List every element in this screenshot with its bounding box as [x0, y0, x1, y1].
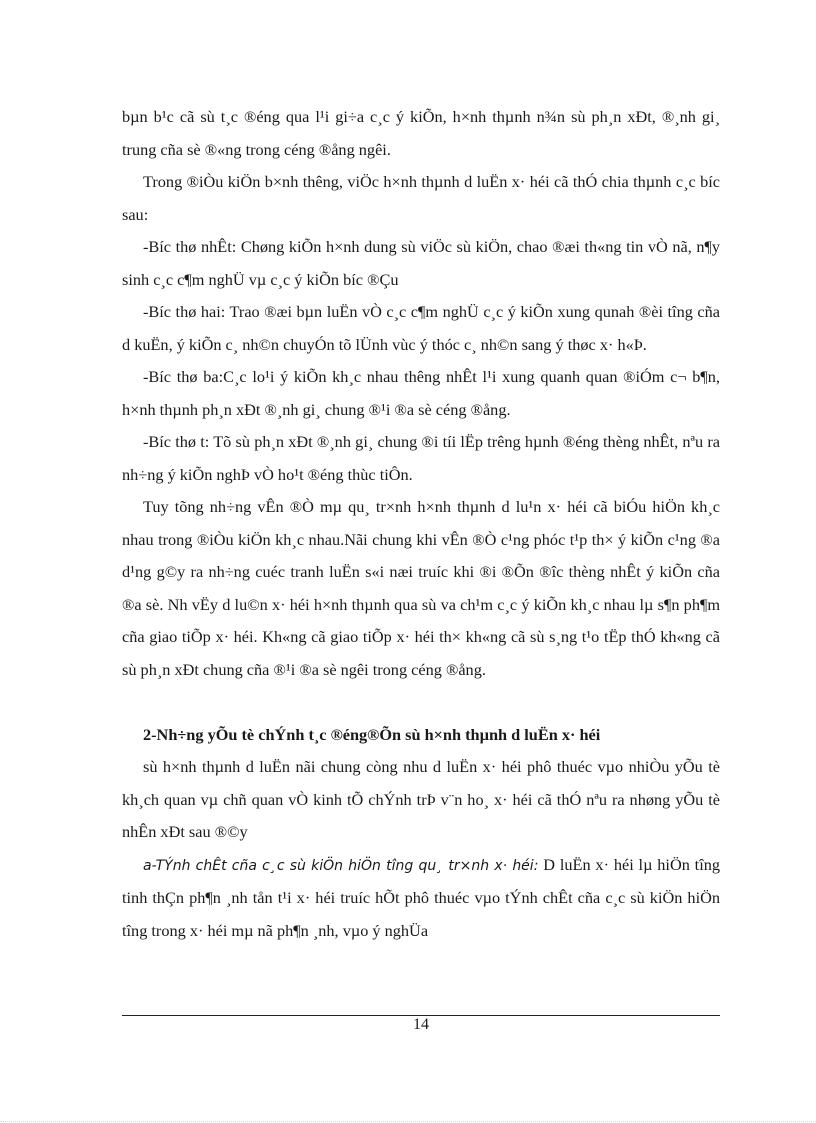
- list-item-step-4: -Bíc thø t: Tõ sù ph¸n xÐt ®¸nh gi¸ chung ®i tíi lËp trêng hµnh ®éng thèng nhÊt, nªu ra nh÷ng ý kiÕn nghÞ vÒ ho¹t ®éng thùc tiÔn.: [122, 432, 720, 484]
- paragraph: Tuy tõng nh÷ng vÊn ®Ò mµ qu¸ tr×nh h×nh thµnh d lu¹n x· héi cã biÓu hiÖn kh¸c nhau trong ®iÒu kiÖn kh¸c nhau.Nãi chung khi vÊn ®Ò c¹ng phóc t¹p th× ý kiÕn c¹ng ®a d¹ng g©y ra nh÷ng cuéc tranh luËn s«i næi truíc khi ®i ®Õn ®îc thèng nhÊt ý kiÕn cña ®a sè. Nh vËy d lu©n x· héi h×nh thµnh qua sù va ch¹m c¸c ý kiÕn kh¸c nhau lµ s¶n ph¶m cña giao tiÕp x· héi. Kh«ng cã giao tiÕp x· héi th× kh«ng cã sù s¸ng t¹o tËp thÓ kh«ng cã sù ph¸n xÐt chung cña ®¹i ®a sè ngêi trong céng ®ång.: [122, 497, 720, 679]
- paragraph: sù h×nh thµnh d luËn nãi chung còng nhu d luËn x· héi phô thuéc vµo nhiÒu yÕu tè kh¸ch quan vµ chñ quan vÒ kinh tÕ chÝnh trÞ v¨n ho¸ x· héi cã thÓ nªu ra nhøng yÕu tè nhÊn xÐt sau ®©y: [122, 757, 720, 841]
- section-heading: 2-Nh÷ng yÕu tè chÝnh t¸c ®éng®Õn sù h×nh thµnh d luËn x· héi: [143, 724, 601, 744]
- page-bottom-border: [0, 1121, 816, 1122]
- paragraph-section-a: [122, 849, 720, 948]
- page-number: 14: [413, 1016, 429, 1033]
- section-a-text: D luËn x· héi lµ hiÖn tîng tinh thÇn ph¶n ¸nh tån t¹i x· héi truíc hÕt phô thuéc vµo tÝnh chÊt cña c¸c sù kiÖn hiÖn tîng trong x· héi mµ nã ph¶n ¸nh, vµo ý nghÜa: [122, 854, 721, 940]
- paragraph: Trong ®iÒu kiÖn b×nh thêng, viÖc h×nh thµnh d luËn x· héi cã thÓ chia thµnh c¸c bíc sau:: [122, 172, 720, 224]
- section-a-lead: a-TÝnh chÊt cña c¸c sù kiÖn hiÖn tîng qu¸ tr×nh x· héi:: [143, 857, 539, 874]
- list-item-step-2: -Bíc thø hai: Trao ®æi bµn luËn vÒ c¸c c¶m nghÜ c¸c ý kiÕn xung qunah ®èi tîng cña d kuËn, ý kiÕn c¸ nh©n chuyÓn tõ lÜnh vùc ý thóc c¸ nh©n sang ý thøc x· h«Þ.: [122, 302, 720, 354]
- body-text: [122, 101, 720, 947]
- list-item-step-1: -Bíc thø nhÊt: Chøng kiÕn h×nh dung sù viÖc sù kiÖn, chao ®æi th«ng tin vÒ nã, n¶y sinh c¸c c¶m nghÜ vµ c¸c ý kiÕn bíc ®Çu: [122, 237, 720, 289]
- paragraph: bµn b¹c cã sù t¸c ®éng qua l¹i gi÷a c¸c ý kiÕn, h×nh thµnh n¾n sù ph¸n xÐt, ®¸nh gi¸ trung cña sè ®«ng trong céng ®ång ngêi.: [122, 107, 720, 159]
- list-item-step-3: -Bíc thø ba:C¸c lo¹i ý kiÕn kh¸c nhau thêng nhÊt l¹i xung quanh quan ®iÓm c¬ b¶n, h×nh thµnh ph¸n xÐt ®¸nh gi¸ chung ®¹i ®a sè céng ®ång.: [122, 367, 720, 419]
